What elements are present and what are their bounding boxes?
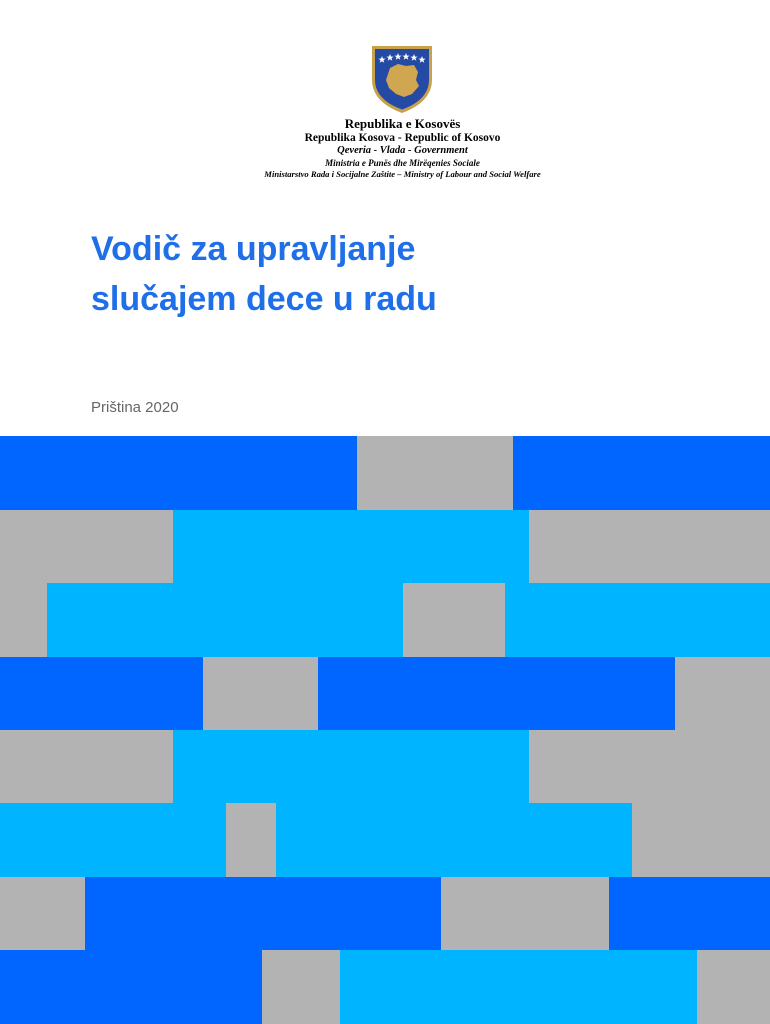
- mosaic-block: [173, 730, 529, 804]
- header-line-5: Ministarstvo Rada i Socijalne Zaštite – Ministry of Labour and Social Welfare: [264, 168, 541, 179]
- mosaic-block: [47, 583, 403, 657]
- kosovo-coat-of-arms-icon: [370, 42, 434, 114]
- mosaic-block: [675, 657, 770, 731]
- decorative-mosaic: [0, 436, 770, 1024]
- header-line-3: Qeveria - Vlada - Government: [337, 145, 468, 157]
- mosaic-block: [513, 436, 770, 510]
- mosaic-block: [0, 803, 226, 877]
- government-header: [200, 116, 605, 179]
- header-line-2: Republika Kosova - Republic of Kosovo: [304, 131, 501, 144]
- mosaic-block: [340, 950, 697, 1024]
- mosaic-block: [529, 730, 770, 804]
- header-line-1: Republika e Kosovës: [344, 116, 461, 131]
- mosaic-block: [85, 877, 441, 951]
- mosaic-block: [697, 950, 770, 1024]
- document-title: [91, 224, 711, 324]
- mosaic-block: [0, 657, 203, 731]
- mosaic-block: [318, 657, 675, 731]
- place-year: Priština 2020: [91, 399, 179, 416]
- mosaic-block: [203, 657, 318, 731]
- mosaic-block: [0, 730, 173, 804]
- header-line-4: Ministria e Punës dhe Mirëqenies Sociale: [325, 157, 480, 168]
- mosaic-block: [0, 877, 85, 951]
- title-line-2: slučajem dece u radu: [91, 280, 437, 318]
- mosaic-block: [357, 436, 513, 510]
- mosaic-block: [505, 583, 770, 657]
- mosaic-block: [529, 510, 770, 584]
- mosaic-block: [262, 950, 340, 1024]
- mosaic-block: [226, 803, 276, 877]
- title-line-1: Vodič za upravljanje: [91, 230, 416, 268]
- mosaic-block: [173, 510, 529, 584]
- mosaic-block: [609, 877, 770, 951]
- mosaic-block: [0, 583, 47, 657]
- mosaic-block: [403, 583, 505, 657]
- mosaic-block: [632, 803, 770, 877]
- mosaic-block: [0, 950, 262, 1024]
- mosaic-block: [0, 510, 173, 584]
- mosaic-block: [441, 877, 609, 951]
- mosaic-block: [0, 436, 357, 510]
- mosaic-block: [276, 803, 632, 877]
